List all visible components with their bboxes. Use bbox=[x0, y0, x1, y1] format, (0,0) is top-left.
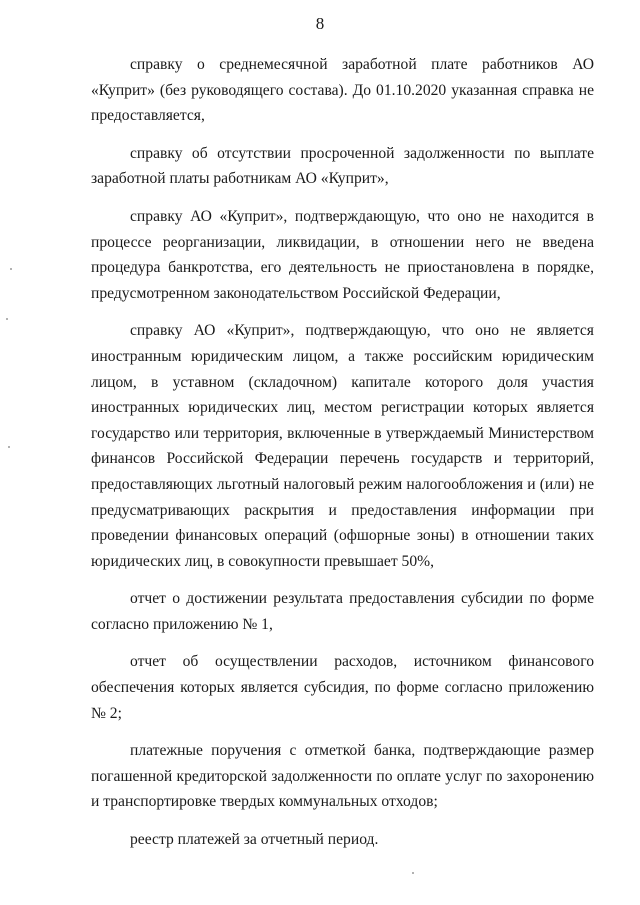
paragraph-8: реестр платежей за отчетный период. bbox=[130, 831, 379, 849]
paragraph-5: отчет о достижении результата предоставления субсидии по форме согласно приложению № 1, bbox=[91, 590, 594, 633]
page-number: 8 bbox=[315, 14, 325, 33]
scan-speck bbox=[10, 268, 12, 270]
paragraph-6: отчет об осуществлении расходов, источником финансового обеспечения которых является субсидия, по форме согласно приложению № 2; bbox=[91, 653, 594, 722]
scan-speck bbox=[8, 446, 10, 448]
scan-speck bbox=[6, 318, 8, 320]
scan-speck bbox=[412, 872, 414, 874]
paragraph-7: платежные поручения с отметкой банка, подтверждающие размер погашенной кредиторской задолженности по оплате услуг по захоронению и транспортировке твердых коммунальных отходов; bbox=[91, 742, 594, 811]
paragraph-2: справку об отсутствии просроченной задолженности по выплате заработной платы работникам АО «Куприт», bbox=[91, 144, 594, 188]
document-body bbox=[91, 52, 594, 865]
paragraph-4: справку АО «Куприт», подтверждающую, что оно не является иностранным юридическим лицом, а также российским юридическим лицом, в уставном (складочном) капитале которого доля участия иностранных юридических лиц, местом регистрации которых является государство или территория, включенные в утверждаемый Министерством финансов Российской Федерации перечень государств и территорий, предоставляющих льготный налоговый режим налогообложения и (или) не предусматривающих раскрытия и предоставления информации при проведении финансовых операций (офшорные зоны) в отношении таких юридических лиц, в совокупности превышает 50%, bbox=[91, 322, 594, 570]
paragraph-3: справку АО «Куприт», подтверждающую, что оно не находится в процессе реорганизации, ликвидации, в отношении него не введена процедура банкротства, его деятельность не приостановлена в порядке, предусмотренном законодательством Российской Федерации, bbox=[91, 207, 594, 302]
paragraph-1: справку о среднемесячной заработной плате работников АО «Куприт» (без руководящего состава). До 01.10.2020 указанная справка не предоставляется, bbox=[91, 56, 594, 125]
